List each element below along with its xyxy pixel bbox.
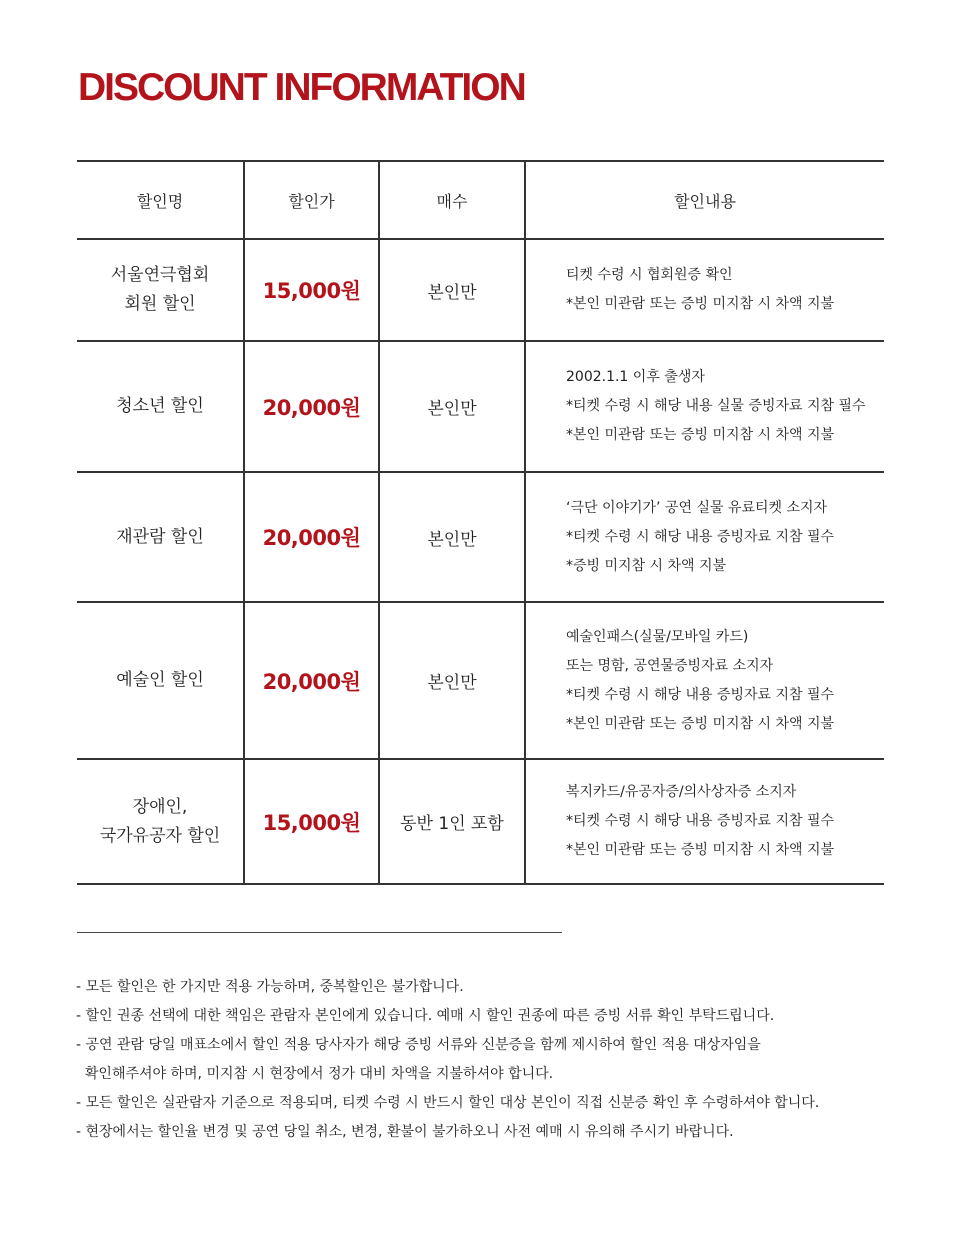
detail-line: *티켓 수령 시 해당 내용 증빙자료 지참 필수 [566,528,835,545]
discount-price: 20,000원 [244,602,379,759]
discount-name-line: 장애인, [132,796,188,817]
table-row [77,341,884,472]
notes-list [76,973,936,1147]
ticket-count: 동반 1인 포함 [379,759,525,884]
discount-details [525,341,884,472]
detail-line: *티켓 수령 시 해당 내용 증빙자료 지참 필수 [566,813,835,829]
header-ticket-count: 매수 [379,161,525,239]
page-title: DISCOUNT INFORMATION [78,66,525,109]
discount-name [77,239,244,341]
note-item: 확인해주셔야 하며, 미지참 시 현장에서 정가 대비 차액을 지불하셔야 합니다. [76,1066,554,1082]
discount-name [77,472,244,602]
detail-line: 2002.1.1 이후 출생자 [566,369,705,385]
discount-name [77,602,244,759]
ticket-count: 본인만 [379,239,525,341]
discount-name-line: 국가유공자 할인 [99,825,221,846]
discount-details [525,239,884,341]
detail-line: 티켓 수령 시 협회원증 확인 [566,267,733,283]
note-item: - 모든 할인은 한 가지만 적용 가능하며, 중복할인은 불가합니다. [76,979,464,995]
section-divider [77,932,562,933]
detail-line: *티켓 수령 시 해당 내용 실물 증빙자료 지참 필수 [566,398,866,414]
detail-line: *본인 미관람 또는 증빙 미지참 시 차액 지불 [566,296,835,312]
discount-name-line: 회원 할인 [124,294,196,314]
discount-details [525,602,884,759]
note-item: - 공연 관람 당일 매표소에서 할인 적용 당사자가 해당 증빙 서류와 신분증을 함께 제시하여 할인 적용 대상자임을 [76,1037,761,1053]
note-item: - 할인 권종 선택에 대한 책임은 관람자 본인에게 있습니다. 예매 시 할인 권종에 따른 증빙 서류 확인 부탁드립니다. [76,1008,775,1024]
discount-price: 20,000원 [244,341,379,472]
header-discount-price: 할인가 [244,161,379,239]
table-row [77,472,884,602]
table-row [77,239,884,341]
detail-line: *티켓 수령 시 해당 내용 증빙자료 지참 필수 [566,686,835,703]
discount-price: 15,000원 [244,759,379,884]
discount-details [525,472,884,602]
discount-price: 15,000원 [244,239,379,341]
detail-line: *증빙 미지참 시 차액 지불 [566,557,727,574]
ticket-count: 본인만 [379,602,525,759]
discount-name-line: 예술인 할인 [116,670,204,690]
discount-name [77,759,244,884]
discount-price: 20,000원 [244,472,379,602]
discount-table [77,160,884,885]
discount-name-line: 서울연극협회 [110,265,210,285]
discount-name [77,341,244,472]
detail-line: 복지카드/유공자증/의사상자증 소지자 [566,784,797,800]
note-item: - 모든 할인은 실관람자 기준으로 적용되며, 티켓 수령 시 반드시 할인 대상 본인이 직접 신분증 확인 후 수령하셔야 합니다. [76,1095,820,1111]
header-discount-name: 할인명 [77,161,244,239]
detail-line: *본인 미관람 또는 증빙 미지참 시 차액 지불 [566,842,835,858]
discount-details [525,759,884,884]
detail-line: 또는 명함, 공연물증빙자료 소지자 [566,657,774,674]
table-row [77,759,884,884]
discount-name-line: 청소년 할인 [116,396,204,416]
header-discount-details: 할인내용 [525,161,884,239]
table-row [77,602,884,759]
detail-line: *본인 미관람 또는 증빙 미지참 시 차액 지불 [566,427,835,443]
note-item: - 현장에서는 할인율 변경 및 공연 당일 취소, 변경, 환불이 불가하오니 사전 예매 시 유의해 주시기 바랍니다. [76,1124,734,1140]
table-header-row [77,161,884,239]
detail-line: 예술인패스(실물/모바일 카드) [566,628,749,645]
ticket-count: 본인만 [379,472,525,602]
detail-line: *본인 미관람 또는 증빙 미지참 시 차액 지불 [566,715,835,732]
detail-line: ‘극단 이야기가’ 공연 실물 유료티켓 소지자 [566,499,828,516]
discount-name-line: 재관람 할인 [116,526,204,547]
ticket-count: 본인만 [379,341,525,472]
